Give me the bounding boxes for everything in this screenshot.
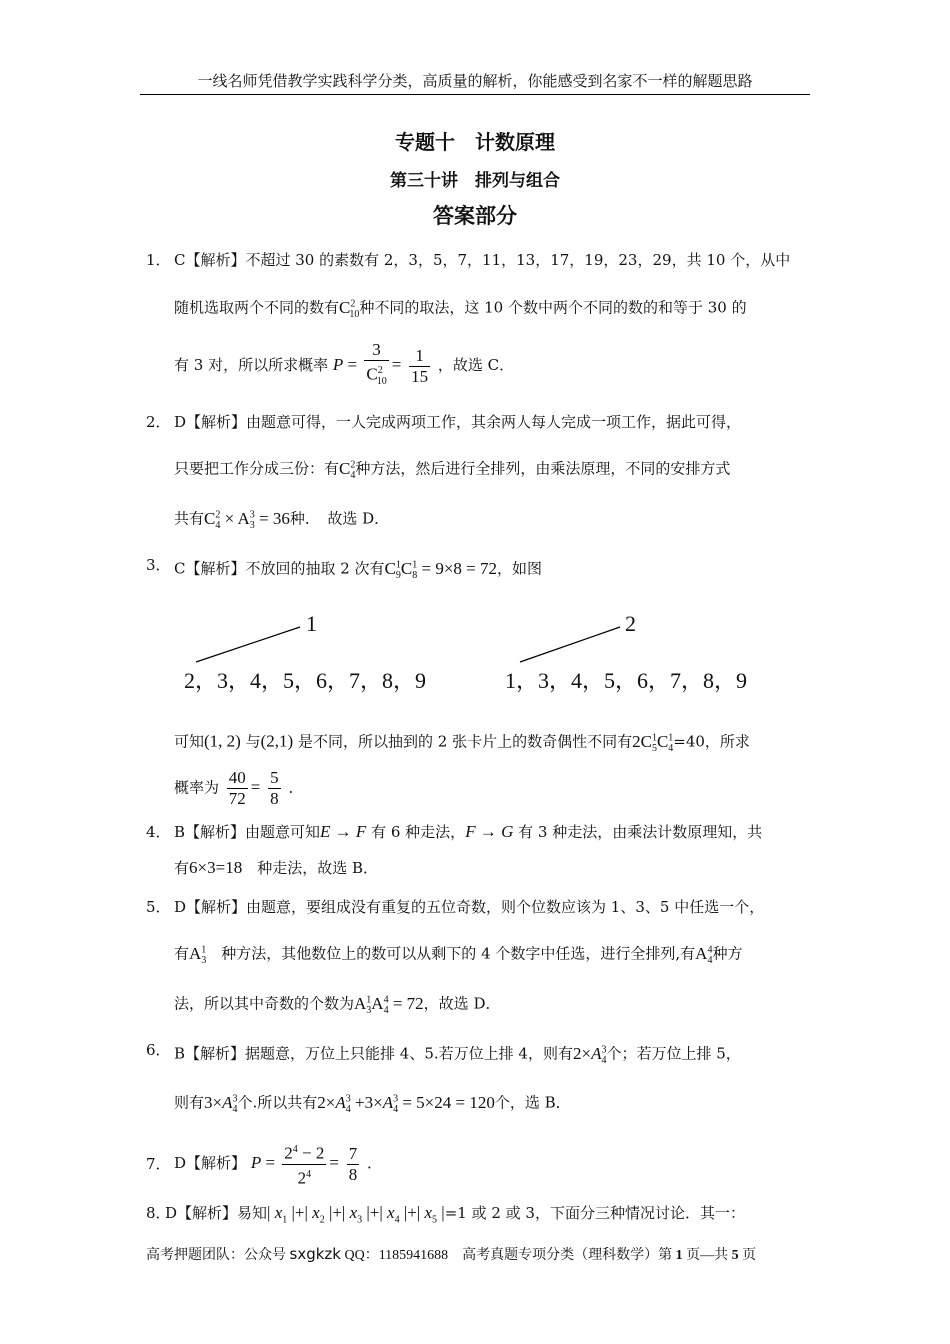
q1-number: 1． — [146, 251, 171, 269]
footer-qq: QQ：1185941688 高考真题专项分类（理科数学）第 — [344, 1248, 673, 1263]
q6-line1 — [174, 1040, 741, 1071]
q7-prob: P — [250, 1153, 262, 1173]
footer-end: 页 — [742, 1248, 757, 1263]
q5-number: 5． — [146, 898, 171, 916]
q6-line2a: 则有 — [174, 1093, 205, 1112]
running-header: 一线名师凭借教学实践科学分类，高质量的解析，你能感受到名家不一样的解题思路 — [197, 72, 753, 90]
q6-expr-b: $3\times A^3_4$ — [204, 1092, 238, 1116]
q2-line1: D【解析】由题意可得，一人完成两项工作，其余两人每人完成一项工作，据此可得， — [174, 413, 742, 431]
q4-formula: 6×3=18 — [189, 858, 243, 877]
q5-line3a: 法，所以其中奇数的个数为 — [174, 994, 355, 1013]
tree-branch-right — [520, 627, 620, 662]
q1-line1: C【解析】不超过 30 的素数有 2，3，5，7，11，13，17，19，23，29，共 10 个，从中 — [174, 251, 791, 269]
q8-number: 8． — [146, 1204, 171, 1222]
q8-abs-sum: | $x_1$ |+| $x_2$ |+| $x_3$ |+| $x_4$ |+| $x_5$ | — [267, 1203, 445, 1226]
page-footer — [146, 1244, 756, 1264]
tree-left-root: 1 — [306, 611, 317, 636]
q7-line1b: ． — [367, 1154, 383, 1173]
q3-line2a: 可知 — [174, 732, 205, 751]
q6-line2c: 个，选 B． — [494, 1093, 571, 1112]
q3-fraction-a: $\frac{40}{72}$ — [228, 768, 246, 808]
q2-line2b: 种方法，然后进行全排列，由乘法原理，不同的安排方式 — [355, 459, 731, 478]
q8-line1 — [165, 1203, 745, 1230]
q1-line2b: 种不同的取法，这 10 个数中两个不同的数的和等于 30 的 — [359, 298, 747, 317]
tree-branch-left — [196, 627, 300, 662]
q3-line1 — [174, 555, 542, 586]
q4-line1c: 有 3 种走法，由乘法计数原理知，共 — [518, 823, 763, 841]
q2-number: 2． — [146, 413, 171, 431]
q5-formula: $A^1_3A^4_4 = 72$ — [354, 993, 424, 1017]
q5-line3 — [174, 990, 500, 1021]
q3-pair-a: (1, 2) — [204, 731, 241, 751]
lecture-title: 第三十讲 排列与组合 — [390, 171, 560, 191]
q4-path-ef: E → F — [320, 822, 367, 841]
q5-line2b: 种方法，其他数位上的数可以从剩下的 4 个数字中任选，进行全排列,有 — [206, 944, 696, 963]
q8-line1a: D【解析】易知 — [165, 1204, 268, 1222]
q7-number: 7． — [146, 1155, 171, 1173]
q6-formula: $2\times A^3_4 +3\times A^3_4 = 5\times 24 = 120$ — [317, 1092, 495, 1116]
q1-line2a: 随机选取两个不同的数有 — [174, 298, 340, 317]
q3-line1b: ，如图 — [497, 559, 543, 578]
q2-line2 — [174, 455, 730, 486]
q5-line3b: ，故选 D． — [423, 994, 501, 1013]
q5-line2c: 种方 — [712, 944, 743, 963]
q3-pair-b: (2,1) — [260, 731, 294, 751]
q4-line2 — [174, 858, 378, 878]
q4-line1b: 有 6 种走法， — [371, 823, 466, 841]
q7-fraction-a: $\frac{2^4 - 2}{2^4}$ — [284, 1143, 325, 1188]
footer-mid: 页—共 — [686, 1248, 729, 1263]
q1-combination: $C^2_{10}$ — [339, 297, 360, 321]
seq-right: 1，3，4，5，6，7，8，9 — [505, 668, 748, 693]
q3-line3: 概率为 $\frac{40}{72}$ = $\frac{5}{8}$ ． — [174, 768, 304, 808]
q3-line2b: 与 — [245, 732, 261, 751]
q2-line3 — [174, 505, 389, 536]
q6-line1a: B【解析】据题意，万位上只能排 4、5.若万位上排 4，则有 — [174, 1044, 573, 1063]
q6-line2b: 个.所以共有 — [237, 1093, 318, 1112]
tree-right-root: 2 — [625, 611, 636, 636]
q3-line3b: ． — [288, 778, 304, 797]
q1-fraction-b: $\frac{1}{15}$ — [411, 345, 429, 386]
q1-line2 — [174, 294, 747, 325]
q1-line3b: ，故选 C． — [437, 356, 515, 375]
q5-a44: $A^4_4$ — [695, 943, 713, 967]
footer-page: 1 — [675, 1248, 683, 1263]
footer-total: 5 — [731, 1248, 739, 1263]
q3-number: 3． — [146, 556, 171, 574]
q4-line1 — [174, 822, 762, 842]
footer-brand: sxgkzk — [289, 1245, 341, 1263]
q2-line2a: 只要把工作分成三份：有 — [174, 459, 340, 478]
q3-count: $2C^1_5C^1_4$ — [632, 731, 674, 755]
q5-line1: D【解析】由题意，要组成没有重复的五位奇数，则个位数应该为 1、3、5 中任选一个， — [174, 898, 765, 916]
q6-number: 6． — [146, 1041, 171, 1059]
q1-fraction-a: $\frac{3}{C^2_{10}}$ — [364, 340, 388, 392]
q5-a31: $A^1_3$ — [189, 943, 207, 967]
topic-title: 专题十 计数原理 — [395, 130, 555, 154]
q7-line1: D【解析】 P = $\frac{2^4 - 2}{2^4}$ = $\frac{7}{8}$ ． — [174, 1140, 382, 1188]
q4-line2a: 有 — [174, 859, 190, 877]
q2-line3a: 共有 — [174, 509, 205, 528]
q8-line1b: =1 或 2 或 3，下面分三种情况讨论．其一： — [444, 1204, 745, 1222]
q1-prob-expr: P — [332, 355, 344, 375]
q6-expr-a: $2\times A^3_4$ — [572, 1043, 607, 1067]
q7-fraction-b: $\frac{7}{8}$ — [348, 1143, 358, 1184]
q5-line2a: 有 — [174, 944, 190, 963]
q6-line2 — [174, 1089, 571, 1120]
q4-line2b: 种走法，故选 B． — [242, 859, 378, 877]
q3-line2 — [174, 728, 750, 759]
q3-formula: $C^1_9C^1_8 = 9\times 8 = 72$ — [384, 558, 498, 582]
q2-formula: $C^2_4 \times A^3_3 = 36$ — [204, 508, 290, 532]
section-title: 答案部分 — [433, 204, 517, 228]
seq-left: 2，3，4，5，6，7，8，9 — [184, 668, 427, 693]
footer-team: 高考押题团队：公众号 — [146, 1248, 286, 1263]
q4-number: 4． — [146, 823, 171, 841]
q5-line2 — [174, 940, 742, 971]
q7-line1a: D【解析】 — [174, 1154, 247, 1173]
q3-line2c: 是不同，所以抽到的 2 张卡片上的数奇偶性不同有 — [298, 732, 633, 751]
q3-line1a: C【解析】不放回的抽取 2 次有 — [174, 559, 385, 578]
header-rule — [140, 94, 810, 95]
q2-line3b: 种． 故选 D． — [289, 509, 390, 528]
q4-line1a: B【解析】由题意可知 — [174, 823, 321, 841]
q4-path-fg: F → G — [465, 822, 514, 841]
q1-line3a: 有 3 对，所以所求概率 — [174, 356, 329, 375]
q1-line3: 有 3 对，所以所求概率 P = $\frac{3}{C^2_{10}}$ = $\frac{1}{15}$ ，故选 C． — [174, 340, 514, 392]
q3-fraction-b: $\frac{5}{8}$ — [270, 768, 279, 808]
q2-combination: $C^2_4$ — [339, 458, 356, 482]
q6-line1b: 个；若万位上排 5， — [606, 1044, 741, 1063]
q3-line2d: =40，所求 — [673, 732, 750, 751]
q3-line3a: 概率为 — [174, 778, 220, 797]
